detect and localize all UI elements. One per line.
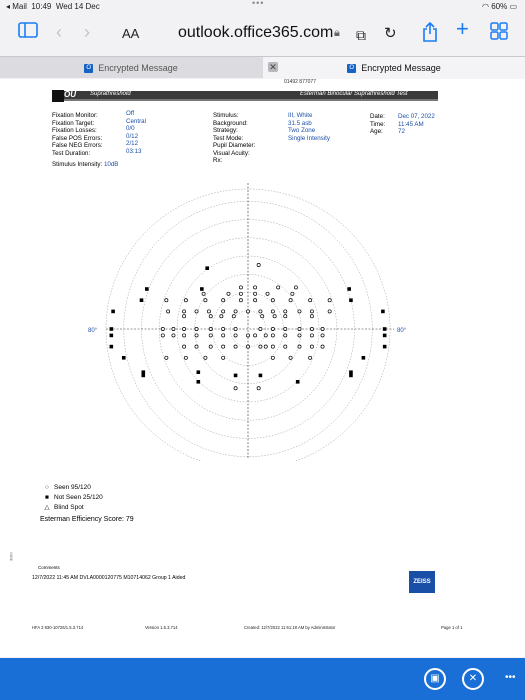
seen-point [284,310,287,313]
seen-point [183,327,186,330]
seen-point [310,310,313,313]
field-value: 03:13 [126,147,142,155]
seen-point [222,356,225,359]
fields-mid-labels [213,112,255,165]
fields-left-values [126,110,146,155]
not-seen-point [110,334,114,338]
seen-point [328,310,331,313]
seen-point [195,334,198,337]
footer-version: Version 1.5.3.714 [145,625,178,630]
close-document-icon[interactable]: ✕ [462,668,484,690]
eye-label: OU [64,90,76,99]
seen-point [277,286,280,289]
field-label: Fixation Target: [52,119,95,127]
seen-point [234,310,237,313]
field-label: Visual Acuity: [213,149,250,157]
comments-label: Comments [38,565,60,570]
tab-label: Encrypted Message [361,63,441,73]
field-label: Test Duration: [52,149,91,157]
seen-point [183,310,186,313]
seen-point [284,334,287,337]
not-seen-square-icon: ■ [45,494,49,501]
seen-point [259,345,262,348]
forward-arrow-icon[interactable]: › [84,22,90,42]
seen-point [184,299,187,302]
seen-point [271,345,274,348]
seen-point [259,310,262,313]
not-seen-point [205,266,209,270]
seen-point [257,263,260,266]
not-seen-point [383,334,387,338]
seen-point [321,345,324,348]
seen-point [209,334,212,337]
text-size-button[interactable]: AA [122,26,140,41]
legend [40,483,103,513]
seen-point [222,310,225,313]
legend-blind-spot [40,503,103,513]
test-type: Suprathreshold [90,91,131,97]
seen-point [222,299,225,302]
sidebar-toggle-icon[interactable] [18,22,38,42]
seen-point [289,299,292,302]
seen-point [234,334,237,337]
seen-point [271,334,274,337]
seen-point [310,327,313,330]
side-print-text: ||||||||||| [9,552,13,561]
field-label: Rx: [213,157,223,164]
not-seen-point [349,370,353,374]
not-seen-point [349,298,353,302]
not-seen-point [140,298,144,302]
field-label: Fixation Losses: [52,127,97,134]
not-seen-point [110,327,114,331]
field-label: Time: [370,120,386,128]
seen-point [298,327,301,330]
seen-point [209,327,212,330]
field-label: Strategy: [213,127,238,134]
zeiss-logo: ZEISS [409,571,435,593]
reload-icon[interactable]: ↻ [384,25,397,42]
not-seen-point [200,287,204,291]
seen-point [172,334,175,337]
seen-point [184,356,187,359]
seen-point [167,310,170,313]
seen-point [271,299,274,302]
field-value: Dec 07, 2022 [398,113,435,120]
seen-point [222,345,225,348]
seen-point [254,334,257,337]
seen-point [195,310,198,313]
seen-point [254,299,257,302]
field-value: 11:45 AM [398,120,424,128]
seen-point [271,310,274,313]
visual-field-plot [0,181,525,461]
multitask-dots-icon[interactable]: ••• [252,0,265,8]
fields-right-labels [370,113,385,136]
seen-point [310,345,313,348]
tab-overview-icon[interactable] [490,22,508,44]
comments-line: 12/7/2022 11:45 AM DVLA0000120775 M10714062 Group 1 Aided [32,575,186,581]
seen-point [291,292,294,295]
tab-encrypted-message-2[interactable] [263,57,525,79]
axis-label-right: 80° [397,328,407,334]
seen-point [289,356,292,359]
seen-point [183,334,186,337]
not-seen-point [381,310,385,314]
seen-point [232,315,235,318]
seen-point [220,315,223,318]
seen-point [183,315,186,318]
seen-point [195,327,198,330]
seen-point [202,292,205,295]
field-value: 72 [398,128,405,135]
not-seen-point [347,287,351,291]
seen-point [239,299,242,302]
field-label: False POS Errors: [52,134,103,142]
not-seen-point [259,374,263,378]
not-seen-point [111,310,115,314]
seen-point [161,334,164,337]
status-left [6,2,100,11]
new-tab-plus-icon[interactable]: + [456,16,469,41]
status-time: 10:49 [31,2,52,11]
seen-point [271,356,274,359]
seen-point [227,292,230,295]
outlook-icon: O [347,64,356,73]
not-seen-point [145,287,149,291]
share-icon[interactable] [422,22,438,46]
seen-point [246,334,249,337]
seen-point [165,356,168,359]
seen-point [284,327,287,330]
not-seen-point [197,380,201,384]
lock-icon: 🔒︎ [334,27,340,39]
seen-point [222,327,225,330]
seen-circle-icon: ○ [45,484,49,491]
field-value: Central [126,117,146,125]
outlook-icon: O [84,64,93,73]
seen-point [222,334,225,337]
seen-point [284,345,287,348]
seen-point [298,310,301,313]
field-value: III, White [288,112,313,119]
document-options-icon[interactable]: ▣ [424,668,446,690]
blind-spot-triangle-icon: △ [44,504,50,511]
not-seen-point [234,374,238,378]
field-value: Two Zone [288,127,316,134]
seen-point [294,286,297,289]
seen-point [271,327,274,330]
battery-percent: 60% [491,2,508,11]
more-options-icon[interactable]: ••• [505,672,516,683]
test-name: Esterman Binocular Suprathreshold Test [300,91,408,97]
seen-point [321,334,324,337]
seen-point [266,292,269,295]
seen-point [264,334,267,337]
seen-point [284,315,287,318]
seen-point [310,334,313,337]
efficiency-score: Esterman Efficiency Score: 79 [40,516,134,523]
footer-created: Created: 12/7/2022 11:51:18 AM by Administrator [244,625,336,630]
battery-icon: ▭ [509,2,517,11]
seen-point [161,327,164,330]
reader-extension-icon[interactable]: ⧉ [356,27,366,43]
seen-point [257,387,260,390]
seen-point [195,345,198,348]
axis-label-left: 80° [88,328,98,334]
field-label: Test Mode: [213,134,244,142]
field-label: Pupil Diameter: [213,142,256,149]
field-value: 2/12 [126,140,139,147]
seen-point [209,315,212,318]
tab-encrypted-message-1[interactable] [0,57,262,79]
not-seen-point [141,374,145,378]
seen-point [246,310,249,313]
seen-point [172,327,175,330]
seen-point [321,327,324,330]
seen-point [207,310,210,313]
seen-point [246,345,249,348]
address-bar[interactable]: outlook.office365.com [178,24,334,41]
footer-page: Page 1 of 1 [441,625,463,630]
not-seen-point [122,356,126,360]
fields-right-values [398,113,435,136]
seen-point [234,387,237,390]
legend-label: Seen 95/120 [54,484,91,491]
seen-point [309,299,312,302]
field-label: Fixation Monitor: [52,112,98,119]
field-value: Single Intensity [288,134,330,142]
footer-device: HFA 3 830-10726/1.5.3.714 [32,625,84,630]
fields-mid-values [288,112,330,142]
not-seen-point [296,380,300,384]
status-bar [0,0,525,14]
legend-seen [40,483,103,493]
field-value: 0/12 [126,132,139,140]
field-value: Off [126,110,135,117]
seen-point [259,327,262,330]
pdf-document-view[interactable] [0,79,525,657]
not-seen-point [383,327,387,331]
seen-point [264,345,267,348]
field-label: Stimulus: [213,112,239,119]
seen-point [204,356,207,359]
not-seen-point [383,345,387,349]
status-date: Wed 14 Dec [55,2,100,11]
stimulus-intensity [52,161,118,168]
field-value: 31.5 asb [288,119,312,127]
seen-point [239,286,242,289]
not-seen-point [362,356,366,360]
wifi-icon: ◠ [481,2,489,11]
legend-label: Blind Spot [54,504,84,511]
tab-bar [0,56,525,78]
seen-point [254,292,257,295]
seen-point [328,299,331,302]
browser-toolbar [0,14,525,54]
not-seen-point [141,370,145,374]
seen-point [209,345,212,348]
seen-point [261,315,264,318]
seen-point [273,315,276,318]
seen-point [254,286,257,289]
seen-point [165,299,168,302]
seen-point [310,315,313,318]
status-right [482,2,517,11]
not-seen-point [349,374,353,378]
field-value: 0/0 [126,125,135,132]
field-label: Background: [213,119,248,127]
seen-point [298,345,301,348]
field-label: Stimulus Intensity: [52,161,103,168]
seen-point [239,292,242,295]
seen-point [183,345,186,348]
seen-point [298,334,301,337]
tab-label: Encrypted Message [98,63,178,73]
field-label: Date: [370,113,385,120]
bottom-toolbar [0,658,525,700]
header-mark [52,90,64,102]
back-arrow-icon[interactable]: ‹ [56,22,62,42]
field-label: Age: [370,128,383,135]
not-seen-point [197,370,201,374]
legend-label: Not Seen 25/120 [54,494,103,501]
not-seen-point [110,345,114,349]
field-value: 10dB [103,161,119,168]
seen-point [234,327,237,330]
field-label: False NEG Errors: [52,142,103,149]
legend-not-seen [40,493,103,503]
close-tab-icon[interactable]: ✕ [269,62,277,72]
seen-point [204,299,207,302]
fields-left-labels [52,112,103,157]
phone-number: 01492 877077 [284,79,316,85]
seen-point [309,356,312,359]
seen-point [234,345,237,348]
back-to-mail-link[interactable]: ◂ Mail [6,2,27,11]
